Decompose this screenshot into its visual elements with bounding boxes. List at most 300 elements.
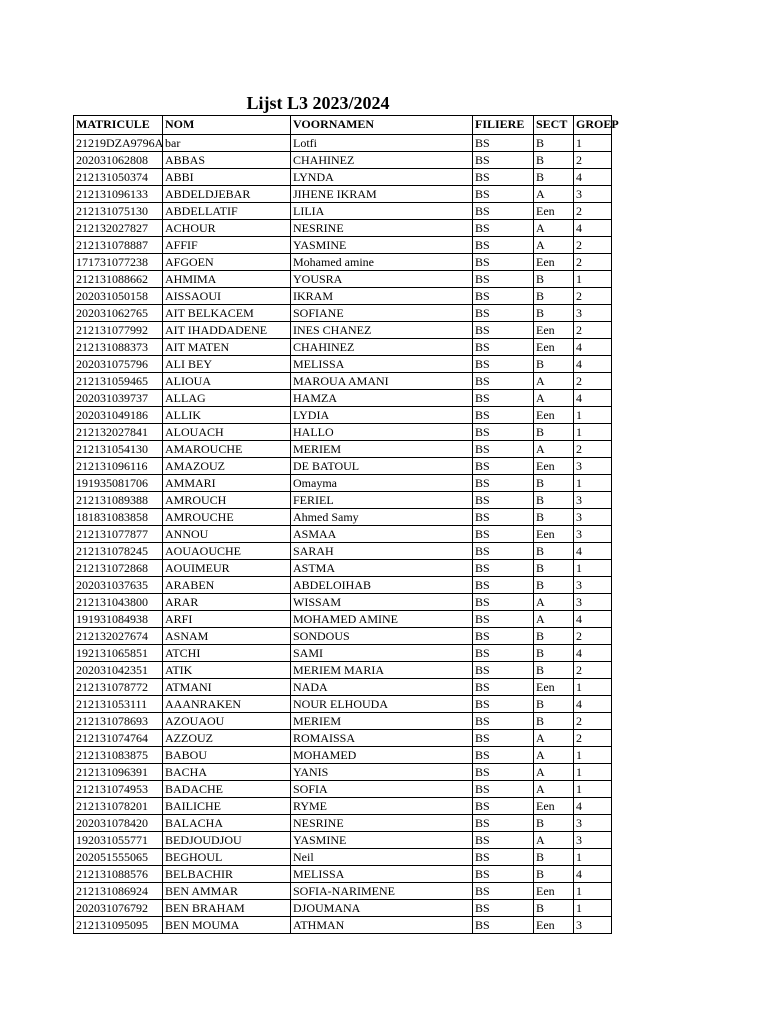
cell-matricule: 212131074953 (74, 781, 163, 798)
cell-voornamen: WISSAM (291, 594, 473, 611)
cell-voornamen: MOHAMED (291, 747, 473, 764)
cell-nom: ATCHI (163, 645, 291, 662)
cell-sect: Een (534, 798, 574, 815)
cell-matricule: 212131088576 (74, 866, 163, 883)
table-row (74, 815, 612, 832)
table-row (74, 492, 612, 509)
cell-matricule: 212131075130 (74, 203, 163, 220)
header-nom: NOM (163, 116, 291, 135)
cell-nom: AISSAOUI (163, 288, 291, 305)
table-row (74, 696, 612, 713)
cell-matricule: 202051555065 (74, 849, 163, 866)
cell-nom: AHMIMA (163, 271, 291, 288)
cell-sect: A (534, 764, 574, 781)
cell-groep: 2 (574, 713, 612, 730)
cell-groep: 3 (574, 458, 612, 475)
cell-matricule: 202031078420 (74, 815, 163, 832)
cell-groep: 3 (574, 305, 612, 322)
cell-filiere: BS (473, 390, 534, 407)
cell-voornamen: INES CHANEZ (291, 322, 473, 339)
cell-groep: 3 (574, 509, 612, 526)
cell-groep: 3 (574, 594, 612, 611)
cell-nom: ABDELLATIF (163, 203, 291, 220)
header-voornamen: VOORNAMEN (291, 116, 473, 135)
cell-voornamen: DE BATOUL (291, 458, 473, 475)
cell-sect: B (534, 560, 574, 577)
cell-nom: AIT MATEN (163, 339, 291, 356)
cell-filiere: BS (473, 356, 534, 373)
cell-voornamen: SONDOUS (291, 628, 473, 645)
cell-voornamen: JIHENE IKRAM (291, 186, 473, 203)
cell-filiere: BS (473, 798, 534, 815)
cell-groep: 1 (574, 781, 612, 798)
cell-sect: A (534, 390, 574, 407)
cell-nom: BEN BRAHAM (163, 900, 291, 917)
cell-sect: B (534, 815, 574, 832)
header-filiere: FILIERE (473, 116, 534, 135)
cell-nom: BALACHA (163, 815, 291, 832)
table-row (74, 424, 612, 441)
cell-matricule: 191935081706 (74, 475, 163, 492)
cell-voornamen: FERIEL (291, 492, 473, 509)
cell-nom: BEN AMMAR (163, 883, 291, 900)
page-title: Lijst L3 2023/2024 (246, 93, 390, 113)
cell-voornamen: LYDIA (291, 407, 473, 424)
cell-filiere: BS (473, 135, 534, 152)
cell-voornamen: SARAH (291, 543, 473, 560)
cell-groep: 1 (574, 679, 612, 696)
cell-matricule: 212131072868 (74, 560, 163, 577)
table-row (74, 730, 612, 747)
cell-voornamen: IKRAM (291, 288, 473, 305)
table-row (74, 407, 612, 424)
cell-matricule: 192031055771 (74, 832, 163, 849)
cell-nom: ARABEN (163, 577, 291, 594)
cell-voornamen: ATHMAN (291, 917, 473, 934)
cell-nom: BEDJOUDJOU (163, 832, 291, 849)
table-row (74, 356, 612, 373)
cell-groep: 1 (574, 560, 612, 577)
cell-nom: AFFIF (163, 237, 291, 254)
cell-groep: 2 (574, 288, 612, 305)
student-list-table (73, 115, 619, 934)
cell-nom: ABDELDJEBAR (163, 186, 291, 203)
cell-matricule: 212131077877 (74, 526, 163, 543)
cell-filiere: BS (473, 203, 534, 220)
cell-nom: ALOUACH (163, 424, 291, 441)
cell-matricule: 192131065851 (74, 645, 163, 662)
table-row (74, 917, 612, 934)
cell-matricule: 212131078693 (74, 713, 163, 730)
cell-filiere: BS (473, 152, 534, 169)
cell-matricule: 181831083858 (74, 509, 163, 526)
cell-sect: B (534, 271, 574, 288)
table-row (74, 237, 612, 254)
cell-nom: AFGOEN (163, 254, 291, 271)
cell-sect: B (534, 645, 574, 662)
cell-matricule: 212131054130 (74, 441, 163, 458)
cell-filiere: BS (473, 713, 534, 730)
table-row (74, 747, 612, 764)
table-row (74, 628, 612, 645)
cell-sect: Een (534, 322, 574, 339)
cell-nom: ARFI (163, 611, 291, 628)
cell-voornamen: SAMI (291, 645, 473, 662)
cell-matricule: 202031042351 (74, 662, 163, 679)
cell-groep: 2 (574, 373, 612, 390)
cell-matricule: 212131043800 (74, 594, 163, 611)
cell-matricule: 171731077238 (74, 254, 163, 271)
table-row (74, 713, 612, 730)
cell-voornamen: ASMAA (291, 526, 473, 543)
cell-matricule: 212131078772 (74, 679, 163, 696)
cell-sect: Een (534, 679, 574, 696)
table-row (74, 900, 612, 917)
cell-matricule: 212131059465 (74, 373, 163, 390)
cell-matricule: 202031075796 (74, 356, 163, 373)
cell-sect: Een (534, 254, 574, 271)
cell-nom: ALIOUA (163, 373, 291, 390)
cell-voornamen: SOFIA-NARIMENE (291, 883, 473, 900)
cell-sect: B (534, 356, 574, 373)
table-row (74, 883, 612, 900)
cell-voornamen: RYME (291, 798, 473, 815)
cell-voornamen: NESRINE (291, 220, 473, 237)
cell-nom: AIT IHADDADENE (163, 322, 291, 339)
cell-sect: A (534, 832, 574, 849)
cell-filiere: BS (473, 543, 534, 560)
cell-voornamen: LILIA (291, 203, 473, 220)
cell-matricule: 212131089388 (74, 492, 163, 509)
table-row (74, 254, 612, 271)
cell-groep: 1 (574, 475, 612, 492)
cell-nom: ALLIK (163, 407, 291, 424)
cell-matricule: 212131088662 (74, 271, 163, 288)
cell-groep: 2 (574, 662, 612, 679)
cell-voornamen: SOFIA (291, 781, 473, 798)
cell-sect: Een (534, 883, 574, 900)
cell-matricule: 212131077992 (74, 322, 163, 339)
cell-voornamen: NESRINE (291, 815, 473, 832)
cell-filiere: BS (473, 237, 534, 254)
cell-groep: 4 (574, 645, 612, 662)
cell-voornamen: Ahmed Samy (291, 509, 473, 526)
cell-groep: 3 (574, 815, 612, 832)
cell-filiere: BS (473, 577, 534, 594)
cell-matricule: 212131096133 (74, 186, 163, 203)
cell-sect: B (534, 543, 574, 560)
cell-groep: 1 (574, 135, 612, 152)
cell-filiere: BS (473, 407, 534, 424)
cell-nom: ACHOUR (163, 220, 291, 237)
cell-filiere: BS (473, 594, 534, 611)
cell-groep: 3 (574, 492, 612, 509)
cell-voornamen: HAMZA (291, 390, 473, 407)
cell-sect: Een (534, 203, 574, 220)
cell-voornamen: DJOUMANA (291, 900, 473, 917)
cell-matricule: 212131086924 (74, 883, 163, 900)
cell-filiere: BS (473, 220, 534, 237)
cell-groep: 2 (574, 237, 612, 254)
table-row (74, 169, 612, 186)
cell-groep: 1 (574, 883, 612, 900)
cell-sect: A (534, 611, 574, 628)
cell-filiere: BS (473, 900, 534, 917)
cell-sect: B (534, 169, 574, 186)
cell-sect: B (534, 305, 574, 322)
cell-voornamen: HALLO (291, 424, 473, 441)
cell-sect: Een (534, 458, 574, 475)
table-header-row (74, 116, 612, 135)
cell-voornamen: MERIEM (291, 713, 473, 730)
cell-sect: Een (534, 917, 574, 934)
table-row (74, 305, 612, 322)
table-row (74, 577, 612, 594)
cell-sect: B (534, 135, 574, 152)
cell-sect: A (534, 237, 574, 254)
table-row (74, 152, 612, 169)
cell-nom: AMROUCH (163, 492, 291, 509)
cell-matricule: 212131096116 (74, 458, 163, 475)
table-row (74, 866, 612, 883)
cell-nom: BEGHOUL (163, 849, 291, 866)
table-row (74, 288, 612, 305)
cell-groep: 2 (574, 441, 612, 458)
cell-nom: ALI BEY (163, 356, 291, 373)
cell-sect: A (534, 594, 574, 611)
cell-matricule: 202031050158 (74, 288, 163, 305)
table-row (74, 798, 612, 815)
table-row (74, 220, 612, 237)
cell-filiere: BS (473, 322, 534, 339)
cell-matricule: 212131078201 (74, 798, 163, 815)
cell-groep: 1 (574, 849, 612, 866)
cell-sect: B (534, 475, 574, 492)
cell-matricule: 202031076792 (74, 900, 163, 917)
cell-groep: 4 (574, 611, 612, 628)
cell-filiere: BS (473, 832, 534, 849)
cell-filiere: BS (473, 628, 534, 645)
cell-voornamen: YOUSRA (291, 271, 473, 288)
cell-nom: bar (163, 135, 291, 152)
cell-sect: A (534, 441, 574, 458)
table-row (74, 781, 612, 798)
cell-filiere: BS (473, 730, 534, 747)
cell-voornamen: ABDELOIHAB (291, 577, 473, 594)
cell-filiere: BS (473, 866, 534, 883)
cell-filiere: BS (473, 815, 534, 832)
cell-matricule: 202031037635 (74, 577, 163, 594)
cell-matricule: 191931084938 (74, 611, 163, 628)
cell-sect: B (534, 900, 574, 917)
cell-filiere: BS (473, 764, 534, 781)
cell-groep: 4 (574, 543, 612, 560)
cell-voornamen: MELISSA (291, 866, 473, 883)
cell-voornamen: MELISSA (291, 356, 473, 373)
cell-sect: B (534, 492, 574, 509)
cell-sect: A (534, 781, 574, 798)
cell-sect: B (534, 628, 574, 645)
cell-matricule: 212131053111 (74, 696, 163, 713)
cell-sect: Een (534, 526, 574, 543)
cell-groep: 3 (574, 917, 612, 934)
cell-groep: 1 (574, 407, 612, 424)
cell-voornamen: MERIEM MARIA (291, 662, 473, 679)
cell-voornamen: CHAHINEZ (291, 152, 473, 169)
table-row (74, 441, 612, 458)
cell-filiere: BS (473, 458, 534, 475)
cell-filiere: BS (473, 424, 534, 441)
cell-matricule: 212132027841 (74, 424, 163, 441)
cell-nom: ARAR (163, 594, 291, 611)
cell-sect: B (534, 152, 574, 169)
cell-groep: 4 (574, 390, 612, 407)
cell-sect: B (534, 662, 574, 679)
cell-nom: BEN MOUMA (163, 917, 291, 934)
cell-voornamen: NOUR ELHOUDA (291, 696, 473, 713)
table-row (74, 662, 612, 679)
cell-groep: 1 (574, 747, 612, 764)
cell-filiere: BS (473, 186, 534, 203)
table-row (74, 679, 612, 696)
cell-nom: BADACHE (163, 781, 291, 798)
cell-nom: AMAZOUZ (163, 458, 291, 475)
cell-matricule: 202031062765 (74, 305, 163, 322)
table-row (74, 526, 612, 543)
cell-nom: BABOU (163, 747, 291, 764)
cell-filiere: BS (473, 373, 534, 390)
cell-nom: AIT BELKACEM (163, 305, 291, 322)
cell-nom: AZZOUZ (163, 730, 291, 747)
cell-nom: BAILICHE (163, 798, 291, 815)
table-row (74, 594, 612, 611)
cell-sect: B (534, 577, 574, 594)
cell-groep: 1 (574, 424, 612, 441)
cell-nom: ABBAS (163, 152, 291, 169)
cell-matricule: 202031039737 (74, 390, 163, 407)
cell-groep: 1 (574, 900, 612, 917)
table-row (74, 203, 612, 220)
cell-voornamen: Lotfi (291, 135, 473, 152)
cell-groep: 4 (574, 696, 612, 713)
cell-filiere: BS (473, 492, 534, 509)
cell-filiere: BS (473, 475, 534, 492)
cell-sect: B (534, 849, 574, 866)
cell-filiere: BS (473, 611, 534, 628)
header-matricule: MATRICULE (74, 116, 163, 135)
cell-sect: A (534, 220, 574, 237)
cell-sect: B (534, 509, 574, 526)
table-row (74, 339, 612, 356)
cell-nom: ATIK (163, 662, 291, 679)
table-row (74, 458, 612, 475)
cell-nom: AOUIMEUR (163, 560, 291, 577)
table-row (74, 611, 612, 628)
cell-sect: B (534, 288, 574, 305)
cell-groep: 4 (574, 866, 612, 883)
cell-voornamen: YASMINE (291, 832, 473, 849)
table-row (74, 509, 612, 526)
cell-sect: A (534, 747, 574, 764)
cell-groep: 3 (574, 832, 612, 849)
table-row (74, 135, 612, 152)
cell-groep: 3 (574, 186, 612, 203)
cell-voornamen: Neil (291, 849, 473, 866)
cell-groep: 2 (574, 730, 612, 747)
cell-matricule: 212131083875 (74, 747, 163, 764)
cell-matricule: 212131095095 (74, 917, 163, 934)
cell-matricule: 212131096391 (74, 764, 163, 781)
table-row (74, 322, 612, 339)
cell-sect: B (534, 866, 574, 883)
cell-voornamen: SOFIANE (291, 305, 473, 322)
cell-voornamen: CHAHINEZ (291, 339, 473, 356)
cell-groep: 3 (574, 526, 612, 543)
cell-groep: 2 (574, 203, 612, 220)
table-row (74, 186, 612, 203)
cell-groep: 4 (574, 339, 612, 356)
cell-nom: AMROUCHE (163, 509, 291, 526)
cell-nom: AMMARI (163, 475, 291, 492)
cell-matricule: 21219DZA9796A (74, 135, 163, 152)
cell-nom: BELBACHIR (163, 866, 291, 883)
cell-matricule: 202031062808 (74, 152, 163, 169)
cell-voornamen: MOHAMED AMINE (291, 611, 473, 628)
cell-filiere: BS (473, 747, 534, 764)
cell-nom: AOUAOUCHE (163, 543, 291, 560)
cell-groep: 2 (574, 152, 612, 169)
cell-filiere: BS (473, 254, 534, 271)
cell-sect: B (534, 424, 574, 441)
cell-matricule: 212131050374 (74, 169, 163, 186)
cell-nom: ATMANI (163, 679, 291, 696)
cell-groep: 4 (574, 220, 612, 237)
table-row (74, 390, 612, 407)
cell-filiere: BS (473, 305, 534, 322)
cell-voornamen: MERIEM (291, 441, 473, 458)
cell-sect: B (534, 696, 574, 713)
cell-filiere: BS (473, 781, 534, 798)
cell-sect: B (534, 713, 574, 730)
cell-matricule: 212132027827 (74, 220, 163, 237)
cell-matricule: 212131078245 (74, 543, 163, 560)
cell-voornamen: YASMINE (291, 237, 473, 254)
cell-filiere: BS (473, 696, 534, 713)
table-row (74, 543, 612, 560)
cell-groep: 2 (574, 322, 612, 339)
cell-nom: AAANRAKEN (163, 696, 291, 713)
cell-groep: 3 (574, 577, 612, 594)
cell-voornamen: ROMAISSA (291, 730, 473, 747)
cell-nom: ASNAM (163, 628, 291, 645)
cell-voornamen: Omayma (291, 475, 473, 492)
cell-filiere: BS (473, 271, 534, 288)
table-row (74, 849, 612, 866)
cell-sect: A (534, 186, 574, 203)
cell-voornamen: ASTMA (291, 560, 473, 577)
table-row (74, 764, 612, 781)
cell-voornamen: Mohamed amine (291, 254, 473, 271)
cell-sect: A (534, 730, 574, 747)
cell-filiere: BS (473, 288, 534, 305)
cell-groep: 1 (574, 271, 612, 288)
table-row (74, 832, 612, 849)
cell-sect: Een (534, 407, 574, 424)
cell-filiere: BS (473, 662, 534, 679)
cell-matricule: 212131074764 (74, 730, 163, 747)
cell-filiere: BS (473, 339, 534, 356)
cell-filiere: BS (473, 169, 534, 186)
